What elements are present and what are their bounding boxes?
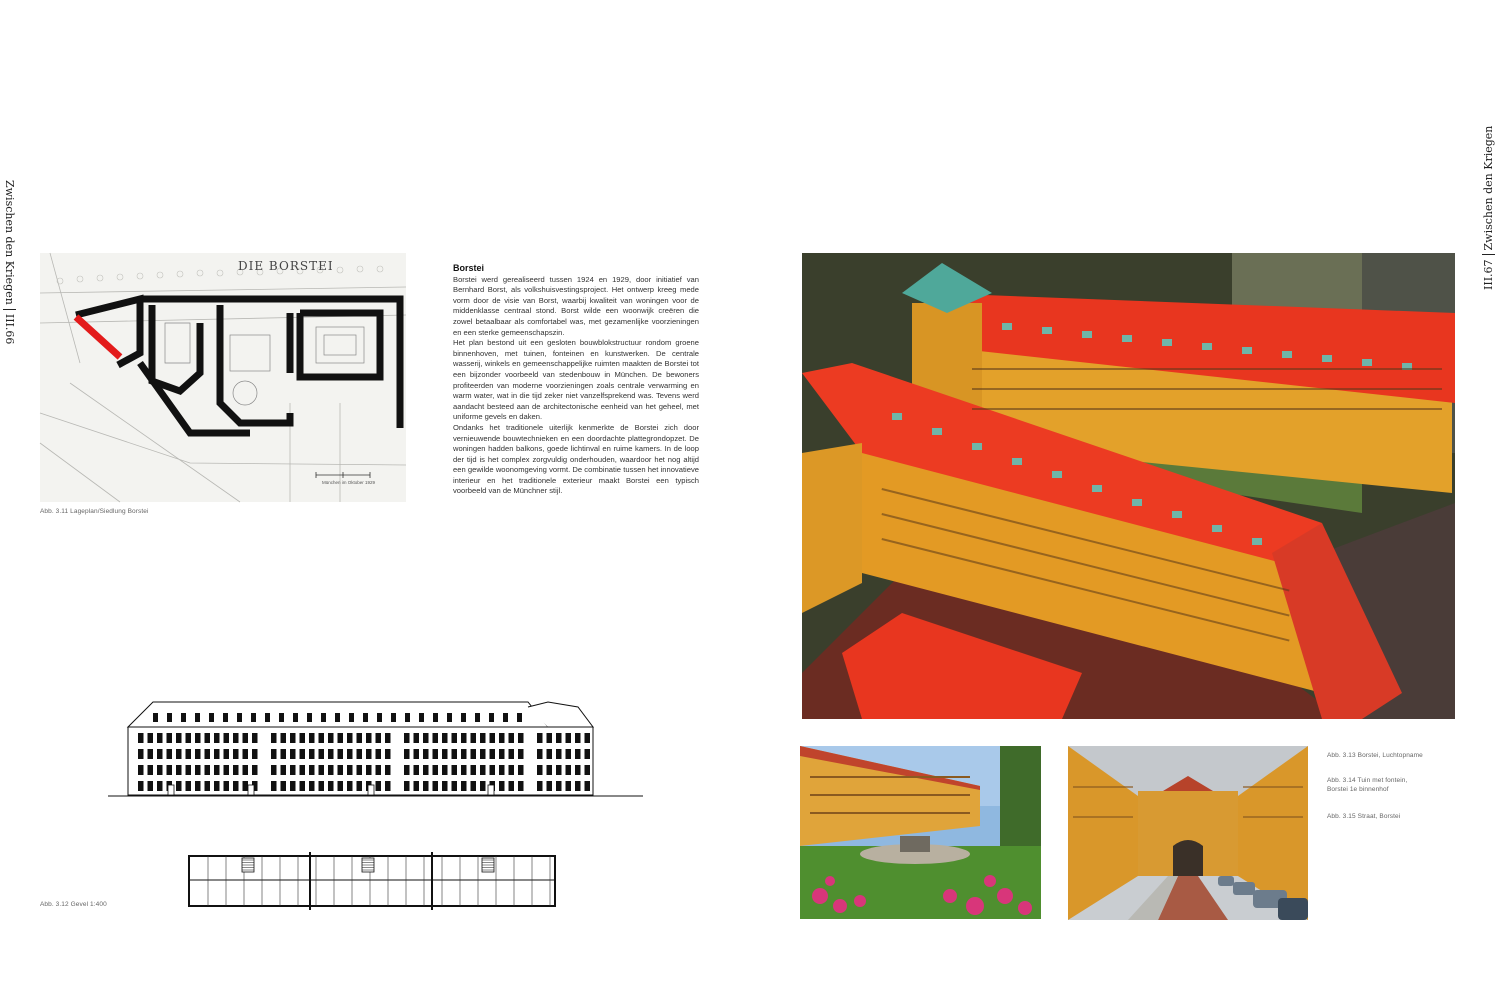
running-head-right (1482, 126, 1495, 290)
photo-caption: Abb. 3.13 Borstei, Luchtopname (1327, 752, 1423, 759)
photo-caption: Abb. 3.15 Straat, Borstei (1327, 813, 1401, 820)
divider (3, 309, 16, 310)
street-photo (1068, 746, 1308, 920)
aerial-photo (802, 253, 1455, 719)
site-plan-legend: München im Oktober 1929 (322, 480, 376, 485)
floor-plan-drawing (188, 850, 556, 910)
photo-caption: Abb. 3.14 Tuin met fontein, Borstei 1e binnenhof (1327, 777, 1408, 793)
facade-elevation-drawing (108, 697, 643, 801)
page-number: III.66 (3, 313, 16, 345)
site-plan-caption: Abb. 3.11 Lageplan/Siedlung Borstei (40, 508, 149, 515)
elevation-caption: Abb. 3.12 Gevel 1:400 (40, 901, 107, 908)
site-plan-drawing (40, 253, 406, 502)
article-paragraph: Ondanks het traditionele uiterlijk kenmerkte de Borstei zich door vernieuwende bouwtechnieken en een doordachte plattegrondopzet. De woningen hadden balkons, goede lichtinval en ruime kamers. In de loop der tijd is het complex zorgvuldig onderhouden, waardoor het nog altijd een gewilde woonomgeving vormt. De combinatie tussen het innovatieve interieur en het traditionele exterieur maakt Borstei een typisch voorbeeld van de Münchner stijl. (453, 422, 699, 496)
running-head-title: Zwischen den Kriegen (3, 180, 16, 305)
running-head-left (3, 180, 16, 344)
article-paragraph: Het plan bestond uit een gesloten bouwblokstructuur rondom groene binnenhoven, met tuinen, fonteinen en kunstwerken. De centrale wasserij, winkels en gemeenschappelijke ruimten maakten de Borstei tot een bijzonder voorbeeld van stedenbouw in München. De bewoners profiteerden van moderne voorzieningen zoals centrale verwarming en warm water, wat in die tijd zeker niet vanzelfsprekend was. Tevens werd aandacht besteed aan de architectonische eenheid van het geheel, met uniforme gevels en daken. (453, 338, 699, 422)
article-paragraph: Borstei werd gerealiseerd tussen 1924 en 1929, door initiatief van Bernhard Borst, als volkshuisvestingsproject. Het ontwerp kreeg mede vorm door de visie van Borst, waarbij kwaliteit van woningen voor de middenklasse centraal stond. Borst wilde een woonwijk creëren die zowel betaalbaar als comfortabel was, met gezamenlijke voorzieningen en een sterke gemeenschapszin. (453, 274, 699, 337)
courtyard-fountain-photo (800, 746, 1041, 919)
divider (1482, 254, 1495, 255)
running-head-title: Zwischen den Kriegen (1482, 125, 1495, 251)
site-plan-figure (40, 253, 406, 502)
page-number: III.67 (1482, 259, 1495, 290)
site-plan-title: DIE BORSTEI (238, 259, 334, 273)
article-heading: Borstei (453, 263, 485, 273)
article (453, 263, 699, 497)
